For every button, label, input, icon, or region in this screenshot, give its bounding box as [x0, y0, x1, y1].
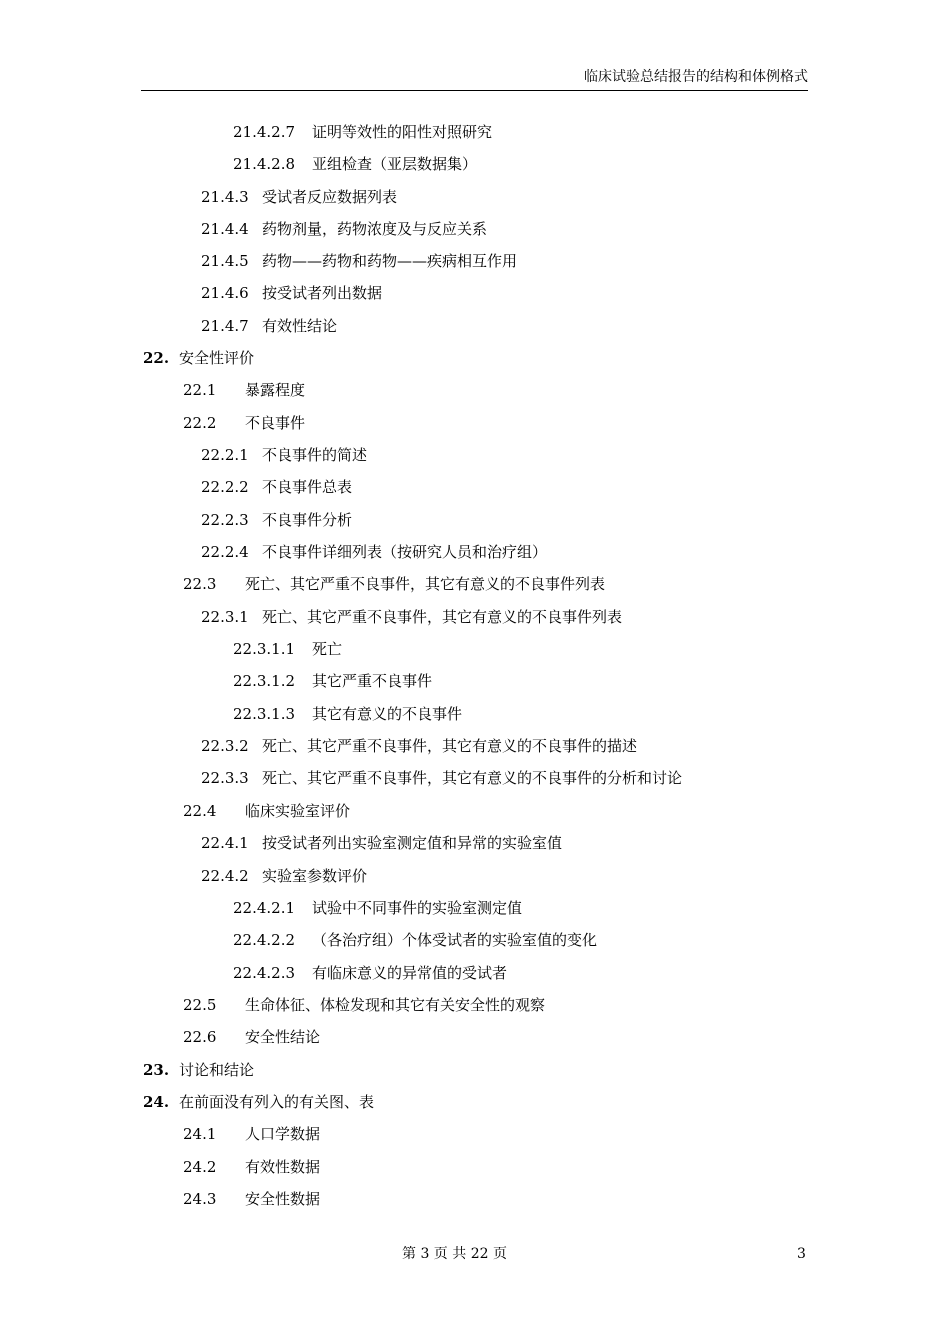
toc-item-title: 死亡、其它严重不良事件，其它有意义的不良事件的描述 — [262, 737, 638, 755]
toc-item-number: 21.4.4 — [201, 220, 249, 238]
toc-item-title: 亚组检查（亚层数据集） — [312, 155, 478, 173]
toc-item-title: 讨论和结论 — [179, 1061, 255, 1079]
toc-item-title: 死亡、其它严重不良事件，其它有意义的不良事件列表 — [245, 575, 606, 593]
toc-item-number: 22.2 — [183, 414, 217, 432]
toc-item-title: 药物——药物和药物——疾病相互作用 — [262, 252, 518, 270]
toc-item-number: 22.1 — [183, 381, 217, 399]
toc-item-number: 22.3.1.2 — [233, 672, 296, 690]
header-title: 临床试验总结报告的结构和体例格式 — [584, 69, 808, 85]
toc-item-number: 22.4.1 — [201, 834, 249, 852]
toc-item-number: 21.4.3 — [201, 188, 249, 206]
toc-item-number: 22.3.2 — [201, 737, 249, 755]
toc-item-number: 24.3 — [183, 1190, 217, 1208]
toc-item-title: 受试者反应数据列表 — [262, 188, 398, 206]
toc-item-number: 24.2 — [183, 1158, 217, 1176]
toc-item-number: 22.3 — [183, 575, 217, 593]
toc-item-title: 在前面没有列入的有关图、表 — [179, 1093, 375, 1111]
toc-item-title: 其它严重不良事件 — [312, 672, 433, 690]
toc-item-title: 按受试者列出实验室测定值和异常的实验室值 — [262, 834, 563, 852]
toc-item-title: 按受试者列出数据 — [262, 284, 383, 302]
toc-item-title: 死亡 — [312, 640, 343, 658]
toc-item-title: 暴露程度 — [245, 381, 306, 399]
toc-item-number: 21.4.2.7 — [233, 123, 296, 141]
toc-item-number: 22.2.4 — [201, 543, 249, 561]
toc-item-number: 22.6 — [183, 1028, 217, 1046]
toc-item-title: 临床实验室评价 — [245, 802, 351, 820]
toc-item-number: 22.2.2 — [201, 478, 249, 496]
toc-item-title: 不良事件总表 — [262, 478, 353, 496]
toc-item-number: 22.4.2.3 — [233, 964, 296, 982]
toc-item-number: 21.4.2.8 — [233, 155, 296, 173]
toc-item-title: 安全性数据 — [245, 1190, 321, 1208]
toc-item-title: 证明等效性的阳性对照研究 — [312, 123, 493, 141]
toc-item-title: 药物剂量，药物浓度及与反应关系 — [262, 220, 488, 238]
toc-item-title: 死亡、其它严重不良事件，其它有意义的不良事件的分析和讨论 — [262, 769, 683, 787]
toc-item-title: 不良事件分析 — [262, 511, 353, 529]
toc-item-title: 安全性结论 — [245, 1028, 321, 1046]
toc-item-title: 不良事件 — [245, 414, 306, 432]
toc-item-number: 21.4.7 — [201, 317, 249, 335]
toc-item-title: 安全性评价 — [179, 349, 255, 367]
toc-item-number: 23. — [143, 1061, 170, 1079]
toc-item-number: 24. — [143, 1093, 170, 1111]
toc-item-number: 22.4.2.2 — [233, 931, 296, 949]
toc-item-title: 其它有意义的不良事件 — [312, 705, 463, 723]
toc-item-number: 22. — [143, 349, 170, 367]
page-header — [141, 64, 808, 91]
toc-item-number: 22.4.2 — [201, 867, 249, 885]
toc-item-number: 22.2.3 — [201, 511, 249, 529]
toc-item-title: 有临床意义的异常值的受试者 — [312, 964, 508, 982]
toc-item-number: 22.3.1.3 — [233, 705, 296, 723]
toc-item-title: 有效性数据 — [245, 1158, 321, 1176]
toc-item-title: （各治疗组）个体受试者的实验室值的变化 — [312, 931, 598, 949]
page-number: 3 — [797, 1246, 806, 1262]
toc-item-number: 21.4.6 — [201, 284, 249, 302]
toc-item-title: 不良事件的简述 — [262, 446, 368, 464]
toc-item-title: 不良事件详细列表（按研究人员和治疗组） — [262, 543, 548, 561]
toc-item-number: 22.3.1 — [201, 608, 249, 626]
page-footer-label: 第 3 页 共 22 页 — [402, 1246, 507, 1262]
toc-item-title: 人口学数据 — [245, 1125, 321, 1143]
toc-item-title: 死亡、其它严重不良事件，其它有意义的不良事件列表 — [262, 608, 623, 626]
toc-item-title: 试验中不同事件的实验室测定值 — [312, 899, 523, 917]
toc-item-number: 22.4.2.1 — [233, 899, 296, 917]
toc-item-title: 实验室参数评价 — [262, 867, 368, 885]
toc-item-number: 21.4.5 — [201, 252, 249, 270]
toc-item-number: 24.1 — [183, 1125, 217, 1143]
toc-item-number: 22.4 — [183, 802, 217, 820]
toc-item-title: 有效性结论 — [262, 317, 338, 335]
toc-item-number: 22.2.1 — [201, 446, 249, 464]
toc-item-title: 生命体征、体检发现和其它有关安全性的观察 — [245, 996, 546, 1014]
toc-item-number: 22.3.3 — [201, 769, 249, 787]
toc-item-number: 22.5 — [183, 996, 217, 1014]
toc-item-number: 22.3.1.1 — [233, 640, 296, 658]
